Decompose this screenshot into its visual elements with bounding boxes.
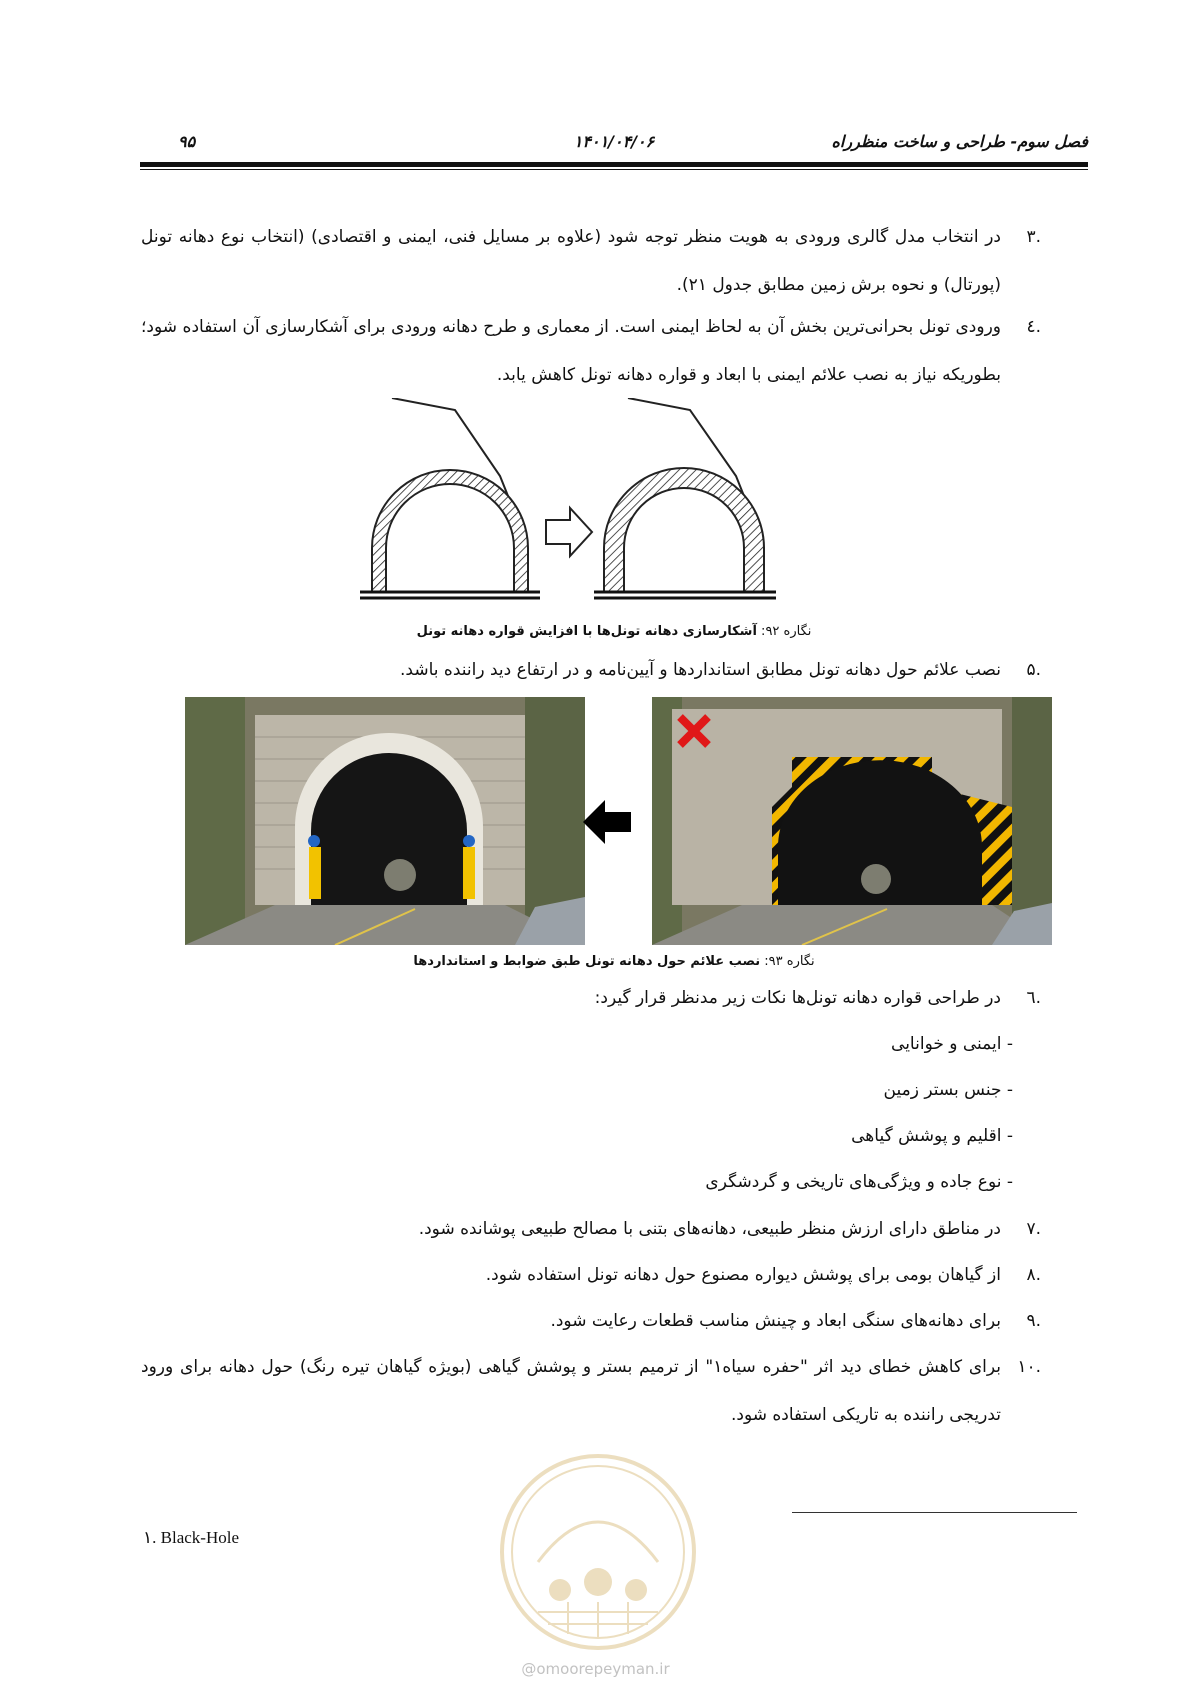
item-number: .۹ — [1026, 1311, 1041, 1331]
item-number: .٦ — [1026, 988, 1041, 1008]
footnote: ۱. Black-Hole — [143, 1528, 239, 1547]
item-10-text: برای کاهش خطای دید اثر "حفره سیاه۱" از ترمیم بستر و پوشش گیاهی (بویژه گیاهان تیره رنگ) حول دهانه برای ورود تدریجی راننده به تاریکی استفاده شود. — [141, 1357, 1002, 1425]
item-number: .٧ — [1026, 1219, 1041, 1239]
footnote-rule — [792, 1512, 1077, 1513]
caption-label: نگاره ۹۲: — [756, 624, 812, 639]
page-number: ۹۵ — [178, 132, 196, 151]
item-8-text: از گیاهان بومی برای پوشش دیواره مصنوع حول دهانه تونل استفاده شود. — [485, 1265, 1001, 1285]
item-number: .۳ — [1026, 227, 1041, 247]
left-arrow-icon — [583, 800, 633, 844]
tunnel-before — [360, 398, 540, 598]
tunnel-photo-striped-portal — [652, 697, 1052, 945]
figure-93-caption — [140, 954, 1088, 969]
item-4-text: ورودی تونل بحرانی‌ترین بخش آن به لحاظ ایمنی است. از معماری و طرح دهانه ورودی برای آشکارسازی آن استفاده شود؛ بطوریکه نیاز به نصب علائم ایمنی با ابعاد و قواره دهانه تونل کاهش یابد. — [141, 317, 1001, 385]
chapter-title: فصل سوم- طراحی و ساخت منظرراه — [831, 132, 1088, 151]
tunnel-photo-natural-portal — [185, 697, 585, 945]
page-header — [140, 128, 1088, 158]
header-rule-thin — [140, 169, 1088, 170]
header-rule-thick — [140, 162, 1088, 167]
tunnel-after — [594, 398, 776, 598]
bullet-item: - اقلیم و پوشش گیاهی — [851, 1126, 1013, 1146]
bullet-item: - نوع جاده و ویژگی‌های تاریخی و گردشگری — [705, 1172, 1013, 1192]
tunnel-portal-diagram — [360, 398, 840, 608]
item-3-text: در انتخاب مدل گالری ورودی به هویت منظر توجه شود (علاوه بر مسایل فنی، ایمنی و اقتصادی) (انتخاب نوع دهانه تونل (پورتال) و نحوه برش زمین مطابق جدول ۲۱). — [141, 227, 1001, 295]
header-date: ۱۴۰۱/۰۴/۰۶ — [573, 132, 655, 151]
item-number: .۵ — [1026, 660, 1041, 680]
caption-title: آشکارسازی دهانه تونل‌ها با افزایش قواره دهانه تونل — [416, 624, 757, 639]
item-7-text: در مناطق دارای ارزش منظر طبیعی، دهانه‌های بتنی با مصالح طبیعی پوشانده شود. — [418, 1219, 1001, 1239]
item-number: .٨ — [1026, 1265, 1041, 1285]
item-number: .٤ — [1026, 317, 1041, 337]
figure-92-caption — [140, 624, 1088, 639]
item-number: .۱۰ — [1017, 1357, 1041, 1377]
bullet-item: - ایمنی و خوانایی — [891, 1034, 1013, 1054]
bullet-item: - جنس بستر زمین — [883, 1080, 1013, 1100]
item-5-text: نصب علائم حول دهانه تونل مطابق استانداردها و آیین‌نامه و در ارتفاع دید راننده باشد. — [400, 660, 1001, 680]
caption-title: نصب علائم حول دهانه تونل طبق ضوابط و استانداردها — [413, 954, 761, 969]
item-6-text: در طراحی قواره دهانه تونل‌ها نکات زیر مدنظر قرار گیرد: — [594, 988, 1001, 1008]
item-9-text: برای دهانه‌های سنگی ابعاد و چینش مناسب قطعات رعایت شود. — [550, 1311, 1001, 1331]
watermark-site: @omoorepeyman.ir — [521, 1660, 670, 1678]
transform-arrow-icon — [546, 508, 592, 556]
watermark-seal-logo — [498, 1452, 698, 1652]
caption-label: نگاره ۹۳: — [760, 954, 815, 969]
